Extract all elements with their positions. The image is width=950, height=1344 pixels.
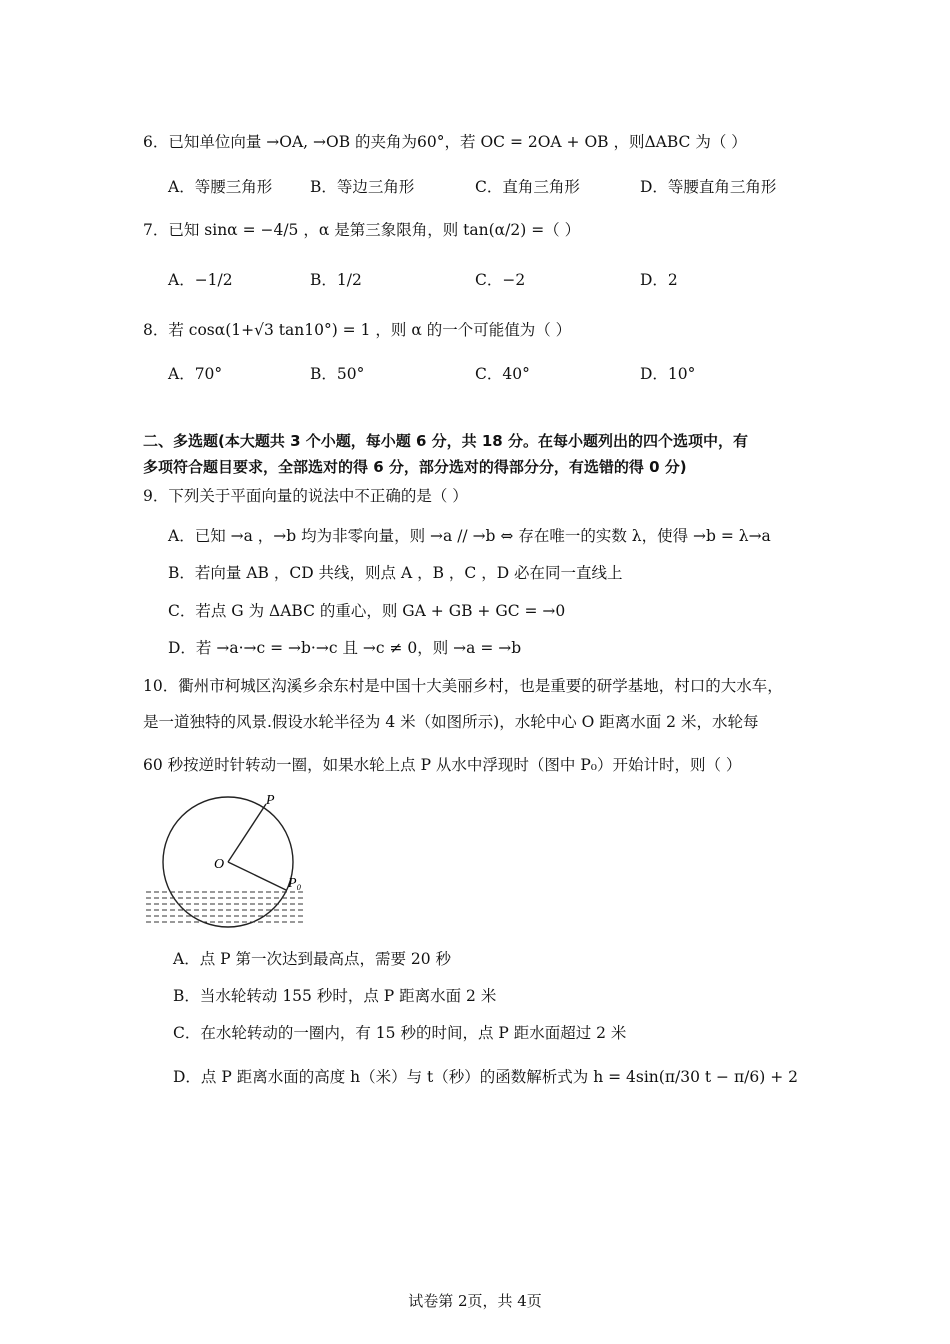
q10-option-c: C．在水轮转动的一圈内，有 15 秒的时间，点 P 距水面超过 2 米 (173, 1024, 627, 1042)
q6-option-b: B．等边三角形 (310, 178, 415, 196)
q10-option-d: D．点 P 距离水面的高度 h（米）与 t（秒）的函数解析式为 h = 4sin(π/30 t − π/6) + 2 (173, 1068, 798, 1086)
label-p: P (266, 793, 275, 808)
q6-option-a: A．等腰三角形 (168, 178, 273, 196)
section-2-header-line-1: 二、多选题(本大题共 3 个小题，每小题 6 分，共 18 分。在每小题列出的四个选项中，有 (143, 432, 748, 450)
q10-option-a: A．点 P 第一次达到最高点，需要 20 秒 (173, 950, 452, 968)
question-9-stem: 9．下列关于平面向量的说法中不正确的是（ ） (143, 487, 468, 505)
q9-option-a: A．已知 →a ，→b 均为非零向量，则 →a // →b ⇔ 存在唯一的实数 λ，使得 →b = λ→a (168, 527, 771, 545)
question-7-stem: 7．已知 sinα = −4/5 ，α 是第三象限角，则 tan(α/2) =（ ） (143, 221, 581, 239)
label-o: O (214, 857, 225, 872)
water-surface (146, 892, 306, 922)
q6-option-d: D．等腰直角三角形 (640, 178, 777, 196)
radius-op (228, 804, 266, 862)
q8-option-c: C．40° (475, 365, 530, 383)
q9-option-d: D．若 →a·→c = →b·→c 且 →c ≠ 0，则 →a = →b (168, 639, 522, 657)
water-wheel-figure (140, 792, 320, 942)
q6-option-c: C．直角三角形 (475, 178, 580, 196)
radius-op0 (228, 862, 286, 890)
page-footer: 试卷第 2页，共 4页 (408, 1292, 542, 1310)
question-10-line-1: 10．衢州市柯城区沟溪乡余东村是中国十大美丽乡村，也是重要的研学基地，村口的大水车， (143, 677, 783, 695)
label-p0: P₀ (288, 876, 302, 891)
q7-option-d: D．2 (640, 271, 678, 289)
q8-option-d: D．10° (640, 365, 696, 383)
q7-option-a: A．−1/2 (168, 271, 233, 289)
q9-option-b: B．若向量 AB ，CD 共线，则点 A ，B ，C ，D 必在同一直线上 (168, 564, 623, 582)
question-6-stem: 6．已知单位向量 →OA, →OB 的夹角为60°，若 OC = 2OA + OB ，则ΔABC 为（ ） (143, 133, 747, 151)
section-2-header-line-2: 多项符合题目要求，全部选对的得 6 分，部分选对的得部分分，有选错的得 0 分) (143, 458, 687, 476)
q9-option-c: C．若点 G 为 ΔABC 的重心，则 GA + GB + GC = →0 (168, 602, 566, 620)
q8-option-a: A．70° (168, 365, 223, 383)
q7-option-c: C．−2 (475, 271, 526, 289)
q7-option-b: B．1/2 (310, 271, 362, 289)
question-8-stem: 8．若 cosα(1+√3 tan10°) = 1 ，则 α 的一个可能值为（ ） (143, 321, 572, 339)
q8-option-b: B．50° (310, 365, 365, 383)
q10-option-b: B．当水轮转动 155 秒时，点 P 距离水面 2 米 (173, 987, 497, 1005)
question-10-line-2: 是一道独特的风景.假设水轮半径为 4 米（如图所示)，水轮中心 O 距离水面 2 米，水轮每 (143, 713, 759, 731)
question-10-line-3: 60 秒按逆时针转动一圈，如果水轮上点 P 从水中浮现时（图中 P₀）开始计时，则（ ） (143, 756, 742, 774)
